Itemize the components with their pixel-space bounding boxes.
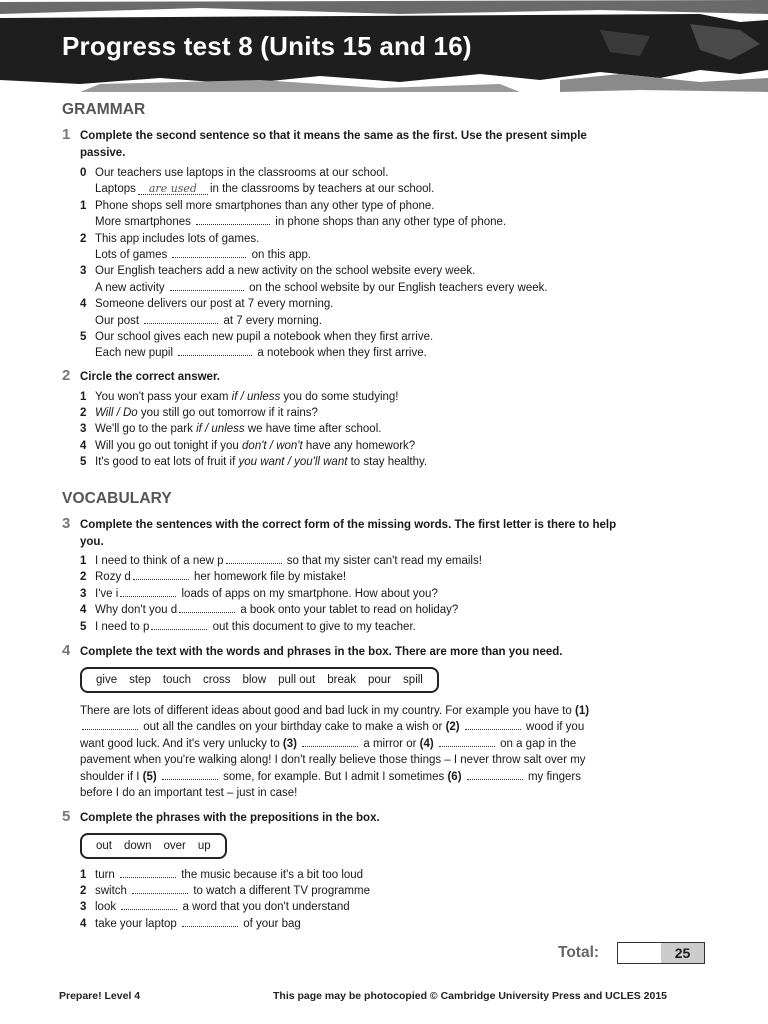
item-sentence: Our school gives each new pupil a notebook when they first arrive. bbox=[95, 331, 434, 344]
item-sentence: Someone delivers our post at 7 every morning. bbox=[95, 298, 334, 311]
exercise-instruction: Complete the second sentence so that it means the same as the first. Use the present simple passive. bbox=[80, 130, 587, 159]
answer-gap[interactable] bbox=[132, 883, 188, 894]
answer-options[interactable]: you want / you'll want bbox=[238, 456, 348, 469]
item-prefix: Laptops bbox=[95, 183, 136, 196]
answer-options[interactable]: if / unless bbox=[196, 423, 245, 436]
answer-gap[interactable] bbox=[121, 899, 177, 910]
item-suffix: her homework file by mistake! bbox=[194, 571, 347, 584]
exercise-number: 2 bbox=[62, 367, 71, 384]
list-item bbox=[80, 165, 622, 198]
item-number: 5 bbox=[80, 456, 87, 469]
item-prefix: switch bbox=[95, 884, 127, 897]
score-input-box[interactable] bbox=[617, 942, 663, 964]
exercise-number: 5 bbox=[62, 808, 71, 825]
answer-gap[interactable] bbox=[465, 719, 521, 730]
exercise-number: 4 bbox=[62, 642, 71, 659]
answer-gap[interactable] bbox=[182, 916, 238, 927]
exercise-instruction: Complete the phrases with the prepositions in the box. bbox=[80, 812, 380, 824]
gap-number: (1) bbox=[575, 704, 590, 717]
item-number: 1 bbox=[80, 555, 87, 567]
item-prefix: We'll go to the park bbox=[95, 423, 197, 436]
list-item bbox=[80, 405, 622, 421]
word-box-item: cross bbox=[203, 673, 231, 686]
exercise-2 bbox=[62, 369, 622, 471]
gap-number: (2) bbox=[445, 721, 460, 733]
item-prefix: I've i bbox=[95, 587, 119, 600]
item-suffix: on the school website by our English teachers every week. bbox=[249, 281, 548, 294]
item-number: 2 bbox=[80, 571, 87, 584]
item-prefix: take your laptop bbox=[95, 917, 177, 930]
total-label: Total: bbox=[558, 944, 600, 961]
item-suffix: at 7 every morning. bbox=[223, 314, 322, 327]
item-number: 2 bbox=[80, 406, 87, 419]
word-box-item: over bbox=[163, 839, 186, 852]
text-segment: my fingers before I do an important test – just in case! bbox=[80, 770, 581, 799]
gap-number: (4) bbox=[419, 737, 434, 750]
list-item bbox=[80, 883, 622, 899]
example-answer: are used bbox=[138, 184, 208, 195]
item-number: 2 bbox=[80, 232, 87, 245]
answer-gap[interactable] bbox=[82, 719, 138, 730]
item-prefix: I need to think of a new p bbox=[95, 555, 224, 567]
page-title: Progress test 8 (Units 15 and 16) bbox=[62, 31, 472, 61]
answer-gap[interactable] bbox=[170, 280, 244, 291]
item-suffix: so that my sister can't read my emails! bbox=[286, 555, 482, 567]
list-item bbox=[80, 586, 622, 602]
list-item bbox=[80, 329, 622, 362]
item-prefix: It's good to eat lots of fruit if bbox=[95, 456, 239, 469]
item-number: 4 bbox=[80, 298, 87, 311]
item-suffix: in the classrooms by teachers at our school. bbox=[209, 183, 435, 196]
total-max-score: 25 bbox=[661, 942, 705, 964]
item-suffix: have any homework? bbox=[302, 439, 416, 452]
list-item bbox=[80, 454, 622, 470]
item-number: 3 bbox=[80, 587, 87, 600]
item-suffix: a notebook when they first arrive. bbox=[257, 347, 427, 360]
word-box-item: touch bbox=[162, 673, 191, 686]
list-item bbox=[80, 553, 622, 569]
answer-gap[interactable] bbox=[133, 569, 189, 580]
exercise-number: 1 bbox=[62, 126, 71, 143]
item-suffix: you do some studying! bbox=[280, 390, 399, 403]
answer-gap[interactable] bbox=[226, 553, 282, 564]
item-prefix: More smartphones bbox=[95, 216, 191, 229]
item-suffix: loads of apps on my smartphone. How about you? bbox=[181, 587, 438, 600]
word-box-item: blow bbox=[242, 673, 267, 686]
list-item bbox=[80, 389, 622, 405]
answer-gap[interactable] bbox=[144, 313, 218, 324]
item-prefix: You won't pass your exam bbox=[95, 390, 232, 403]
item-suffix: the music because it's a bit too loud bbox=[181, 868, 364, 881]
item-prefix: Lots of games bbox=[95, 249, 168, 262]
item-suffix: you still go out tomorrow if it rains? bbox=[137, 406, 318, 419]
exercise-instruction: Circle the correct answer. bbox=[80, 371, 220, 383]
exercise-4 bbox=[62, 644, 607, 802]
item-suffix: in phone shops than any other type of phone. bbox=[275, 216, 507, 229]
item-prefix: Will you go out tonight if you bbox=[95, 439, 243, 452]
list-item bbox=[80, 438, 622, 454]
word-box-item: break bbox=[327, 673, 357, 686]
item-suffix: we have time after school. bbox=[244, 423, 382, 436]
answer-gap[interactable] bbox=[151, 619, 207, 630]
item-sentence: Our teachers use laptops in the classrooms at our school. bbox=[95, 167, 389, 179]
answer-gap[interactable] bbox=[179, 602, 235, 613]
answer-gap[interactable] bbox=[302, 736, 358, 747]
item-suffix: to stay healthy. bbox=[347, 456, 428, 469]
item-prefix: Each new pupil bbox=[95, 347, 173, 360]
exercise-5 bbox=[62, 810, 622, 932]
text-segment: on a gap in the pavement when you're walking along! I don't really believe those things – I never throw salt over my shoulder if I bbox=[80, 737, 586, 783]
section-title-vocabulary: VOCABULARY bbox=[62, 490, 172, 507]
answer-gap[interactable] bbox=[162, 769, 218, 780]
answer-gap[interactable] bbox=[467, 769, 523, 780]
answer-gap[interactable] bbox=[120, 867, 176, 878]
item-number: 1 bbox=[80, 390, 87, 403]
item-number: 4 bbox=[80, 604, 87, 617]
list-item bbox=[80, 296, 622, 329]
gap-number: (3) bbox=[282, 737, 297, 750]
list-item bbox=[80, 619, 622, 635]
gap-fill-text bbox=[80, 703, 607, 802]
item-suffix: to watch a different TV programme bbox=[193, 884, 370, 897]
footer-left: Prepare! Level 4 bbox=[59, 990, 141, 1002]
item-sentence: Our English teachers add a new activity on the school website every week. bbox=[95, 265, 476, 278]
item-sentence: Phone shops sell more smartphones than any other type of phone. bbox=[95, 199, 435, 212]
gap-number: (5) bbox=[142, 770, 157, 783]
exercise-instruction: Complete the text with the words and phrases in the box. There are more than you need. bbox=[80, 646, 563, 658]
list-item bbox=[80, 231, 622, 264]
item-number: 3 bbox=[80, 423, 87, 436]
text-segment: a mirror or bbox=[363, 737, 417, 750]
word-box-item: out bbox=[96, 839, 112, 852]
item-number: 5 bbox=[80, 331, 87, 344]
answer-gap[interactable] bbox=[172, 247, 246, 258]
item-number: 1 bbox=[80, 868, 87, 881]
answer-options[interactable]: Will / Do bbox=[95, 406, 138, 419]
text-segment: wood if you want good luck. And it's very unlucky to bbox=[80, 721, 585, 750]
word-box-item: give bbox=[96, 673, 118, 686]
item-number: 0 bbox=[80, 167, 87, 179]
item-number: 1 bbox=[80, 199, 87, 212]
exercise-3 bbox=[62, 517, 622, 635]
list-item bbox=[80, 602, 622, 618]
item-number: 4 bbox=[80, 917, 87, 930]
item-suffix: a book onto your tablet to read on holiday? bbox=[240, 604, 459, 617]
item-number: 2 bbox=[80, 884, 87, 897]
list-item bbox=[80, 916, 622, 932]
item-number: 3 bbox=[80, 901, 87, 914]
title-banner bbox=[0, 0, 768, 92]
answer-gap[interactable] bbox=[178, 345, 252, 356]
list-item bbox=[80, 421, 622, 437]
word-box-item: pour bbox=[368, 673, 392, 686]
item-sentence: This app includes lots of games. bbox=[95, 232, 260, 245]
answer-gap[interactable] bbox=[120, 586, 176, 597]
answer-gap[interactable] bbox=[439, 736, 495, 747]
exercise-instruction: Complete the sentences with the correct form of the missing words. The first letter is there to help you. bbox=[80, 519, 617, 548]
item-number: 3 bbox=[80, 265, 87, 278]
exercise-number: 3 bbox=[62, 515, 71, 532]
item-suffix: a word that you don't understand bbox=[182, 901, 350, 914]
text-segment: There are lots of different ideas about good and bad luck in my country. For example you have to bbox=[80, 704, 572, 717]
word-box-item: step bbox=[129, 673, 151, 686]
item-prefix: Rozy d bbox=[95, 571, 131, 584]
word-box-item: pull out bbox=[278, 673, 316, 686]
word-box bbox=[80, 833, 227, 859]
word-box-item: down bbox=[124, 839, 152, 852]
item-number: 5 bbox=[80, 620, 87, 633]
gap-number: (6) bbox=[447, 770, 462, 783]
word-box-item: up bbox=[197, 839, 211, 852]
section-title-grammar: GRAMMAR bbox=[62, 101, 146, 118]
answer-gap[interactable] bbox=[196, 214, 270, 225]
footer-copyright: This page may be photocopied © Cambridge University Press and UCLES 2015 bbox=[273, 990, 668, 1002]
item-suffix: of your bag bbox=[243, 917, 301, 930]
list-item bbox=[80, 263, 622, 296]
word-box-item: spill bbox=[403, 673, 423, 686]
item-suffix: on this app. bbox=[251, 249, 312, 262]
item-prefix: Why don't you d bbox=[95, 604, 178, 617]
item-prefix: I need to p bbox=[95, 620, 150, 633]
list-item bbox=[80, 867, 622, 883]
answer-options[interactable]: don't / won't bbox=[242, 439, 303, 452]
text-segment: some, for example. But I admit I sometimes bbox=[223, 770, 445, 783]
item-prefix: A new activity bbox=[95, 281, 165, 294]
exercise-1 bbox=[62, 128, 622, 362]
list-item bbox=[80, 198, 622, 231]
item-prefix: look bbox=[95, 901, 117, 914]
word-box bbox=[80, 667, 439, 693]
item-suffix: out this document to give to my teacher. bbox=[212, 620, 416, 633]
list-item bbox=[80, 569, 622, 585]
answer-options[interactable]: if / unless bbox=[231, 390, 281, 403]
item-number: 4 bbox=[80, 439, 87, 452]
item-prefix: turn bbox=[95, 868, 115, 881]
list-item bbox=[80, 899, 622, 915]
text-segment: out all the candles on your birthday cake to make a wish or bbox=[143, 721, 443, 733]
item-prefix: Our post bbox=[95, 314, 140, 327]
